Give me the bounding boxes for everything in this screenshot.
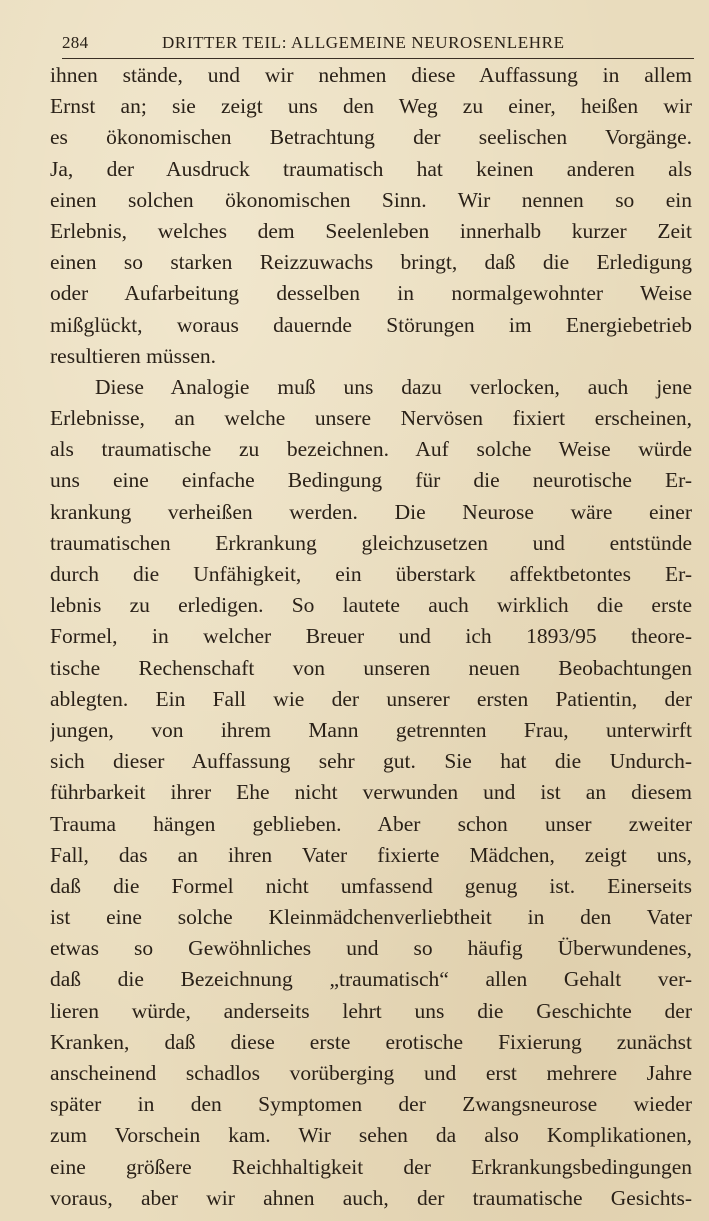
text-line: Fall, das an ihren Vater fixierte Mädchen, zeigt uns, (50, 842, 692, 867)
text-line: einen so starken Reizzuwachs bringt, daß die Erledigung (50, 250, 692, 275)
page-number: 284 (62, 33, 89, 52)
text-line: oder Aufarbeitung desselben in normalgewohnter Weise (50, 281, 692, 306)
text-line: mißglückt, woraus dauernde Störungen im Energiebetrieb (50, 312, 692, 337)
text-line: traumatischen Erkrankung gleichzusetzen und entstünde (50, 530, 692, 555)
body-text (50, 60, 692, 1214)
text-line: uns eine einfache Bedingung für die neurotische Er- (50, 468, 692, 493)
text-line: daß die Bezeichnung „traumatisch“ allen Gehalt ver- (50, 967, 692, 992)
text-line: Trauma hängen geblieben. Aber schon unser zweiter (50, 811, 692, 836)
text-line: eine größere Reichhaltigkeit der Erkrankungsbedingungen (50, 1154, 692, 1179)
text-line: Erlebnisse, an welche unsere Nervösen fixiert erscheinen, (50, 406, 692, 431)
running-head: DRITTER TEIL: ALLGEMEINE NEUROSENLEHRE (162, 33, 565, 52)
text-line: etwas so Gewöhnliches und so häufig Überwundenes, (50, 936, 692, 961)
page-header (62, 30, 694, 59)
text-line: zum Vorschein kam. Wir sehen da also Komplikationen, (50, 1123, 692, 1148)
text-line: einen solchen ökonomischen Sinn. Wir nennen so ein (50, 187, 692, 212)
text-line: ihnen stände, und wir nehmen diese Auffassung in allem (50, 63, 692, 87)
text-line: resultieren müssen. (50, 343, 216, 368)
text-line: krankung verheißen werden. Die Neurose wäre einer (50, 499, 692, 524)
text-line: lebnis zu erledigen. So lautete auch wirklich die erste (50, 593, 692, 618)
text-line: es ökonomischen Betrachtung der seelischen Vorgänge. (50, 125, 692, 150)
text-line: ist eine solche Kleinmädchenverliebtheit in den Vater (50, 905, 692, 930)
text-line: Ernst an; sie zeigt uns den Weg zu einer, heißen wir (50, 94, 692, 119)
text-line: lieren würde, anderseits lehrt uns die Geschichte der (50, 998, 692, 1023)
text-line: anscheinend schadlos vorüberging und erst mehrere Jahre (50, 1061, 692, 1085)
text-line: Diese Analogie muß uns dazu verlocken, auch jene (95, 374, 692, 399)
text-line: später in den Symptomen der Zwangsneurose wieder (50, 1092, 692, 1117)
text-line: daß die Formel nicht umfassend genug ist. Einerseits (50, 873, 692, 898)
text-line: voraus, aber wir ahnen auch, der traumatische Gesichts- (50, 1185, 692, 1210)
text-line: Kranken, daß diese erste erotische Fixierung zunächst (50, 1029, 692, 1054)
text-line: Formel, in welcher Breuer und ich 1893/95 theore- (50, 624, 692, 649)
text-line: tische Rechenschaft von unseren neuen Beobachtungen (50, 655, 692, 680)
text-line: führbarkeit ihrer Ehe nicht verwunden und ist an diesem (50, 780, 692, 805)
text-line: ablegten. Ein Fall wie der unserer ersten Patientin, der (50, 686, 692, 711)
text-line: Ja, der Ausdruck traumatisch hat keinen anderen als (50, 156, 692, 181)
text-line: durch die Unfähigkeit, ein überstark affektbetontes Er- (50, 562, 692, 586)
text-line: Erlebnis, welches dem Seelenleben innerhalb kurzer Zeit (50, 218, 692, 243)
text-line: sich dieser Auffassung sehr gut. Sie hat die Undurch- (50, 749, 692, 774)
text-line: als traumatische zu bezeichnen. Auf solche Weise würde (50, 437, 692, 462)
text-line: jungen, von ihrem Mann getrennten Frau, unterwirft (50, 717, 692, 742)
